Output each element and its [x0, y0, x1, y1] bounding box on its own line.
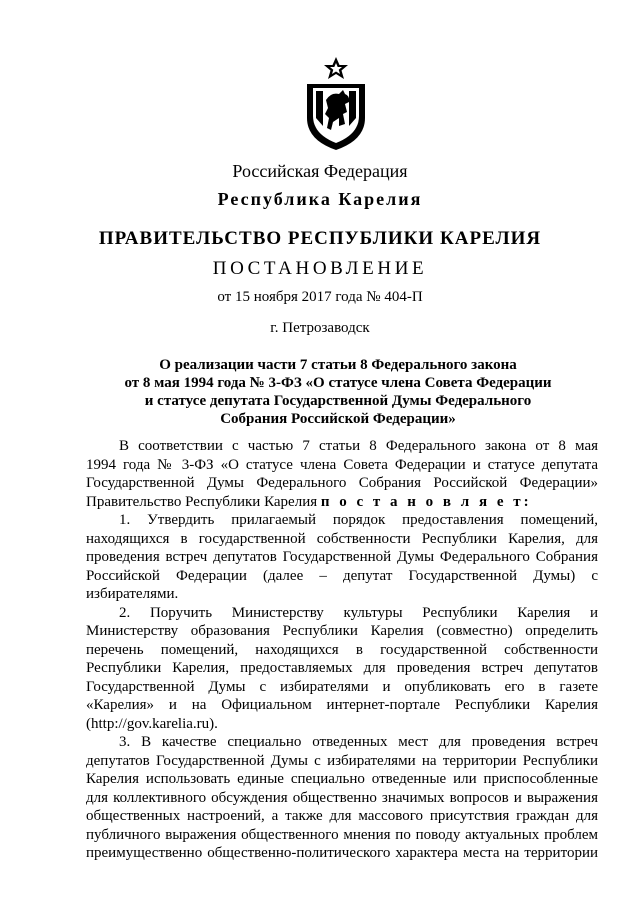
- title-line: и статусе депутата Государственной Думы Федерального: [144, 393, 532, 409]
- body-line: «Карелия» и на Официальном интернет-портале Республики Карелия: [86, 697, 598, 713]
- title-line: от 8 мая 1994 года № 3-ФЗ «О статусе члена Совета Федерации: [124, 375, 552, 391]
- title-line: Собрания Российской Федерации»: [220, 411, 456, 427]
- body-line: избирателями.: [86, 586, 179, 602]
- body-line: проведения встреч депутатов Государственной Думы Федерального Собрания: [86, 549, 598, 565]
- country-name: Российская Федерация: [232, 161, 408, 181]
- body-line: публичного выражения общественного мнения по поводу актуальных проблем: [86, 826, 598, 843]
- body-line-text: Правительство Республики Карелия: [86, 493, 321, 510]
- document-title: [80, 356, 596, 428]
- title-line: О реализации части 7 статьи 8 Федерального закона: [159, 357, 517, 373]
- body-line: 1. Утвердить прилагаемый порядок предоставления помещений,: [119, 512, 598, 528]
- body-line: Министерству образования Республики Карелия (совместно) определить: [86, 623, 598, 639]
- republic-name: Республика Карелия: [217, 189, 423, 209]
- document-body: [86, 437, 598, 863]
- body-line: 2. Поручить Министерству культуры Республики Карелия и: [119, 604, 598, 621]
- body-line: 1994 года № 3-ФЗ «О статусе члена Совета Федерации и статусе депутата: [86, 456, 598, 473]
- body-line: Карелия использовать единые специально отведенные или приспособленные: [86, 771, 598, 787]
- document-date-number: от 15 ноября 2017 года № 404-П: [217, 289, 423, 305]
- body-line: В соответствии с частью 7 статьи 8 Федерального закона от 8 мая: [119, 438, 598, 454]
- document-city: г. Петрозаводск: [270, 320, 370, 336]
- body-line: Республики Карелия, предоставляемых для проведения встреч депутатов: [86, 660, 598, 676]
- body-line: для коллективного обсуждения общественно значимых вопросов и выражения: [86, 789, 598, 806]
- body-line: преимущественно общественно-политического характера места на территории: [86, 845, 598, 861]
- karelia-coat-of-arms-emblem: [303, 56, 369, 152]
- decree-word: п о с т а н о в л я е т: [320, 493, 524, 510]
- body-line: находящихся в государственной собственности Республики Карелия, для: [86, 530, 598, 547]
- body-line: депутатов Государственной Думы с избирателями на территории Республики: [86, 752, 598, 769]
- document-type: ПОСТАНОВЛЕНИЕ: [212, 258, 428, 279]
- body-line: Государственной Думы с избирателями и опубликовать его в газете: [86, 678, 598, 695]
- body-line-decree: [86, 493, 598, 512]
- government-name: ПРАВИТЕЛЬСТВО РЕСПУБЛИКИ КАРЕЛИЯ: [98, 228, 542, 249]
- body-line: 3. В качестве специально отведенных мест для проведения встреч: [119, 734, 598, 750]
- body-line: Российской Федерации (далее – депутат Государственной Думы) с: [86, 567, 598, 584]
- decree-colon: :: [523, 493, 532, 510]
- body-line: Государственной Думы Федерального Собрания Российской Федерации»: [86, 475, 598, 491]
- body-line: общественных настроений, а также для массового присутствия граждан для: [86, 808, 598, 824]
- body-line: перечень помещений, находящихся в государственной собственности: [86, 641, 598, 658]
- body-line: (http://gov.karelia.ru).: [86, 715, 218, 732]
